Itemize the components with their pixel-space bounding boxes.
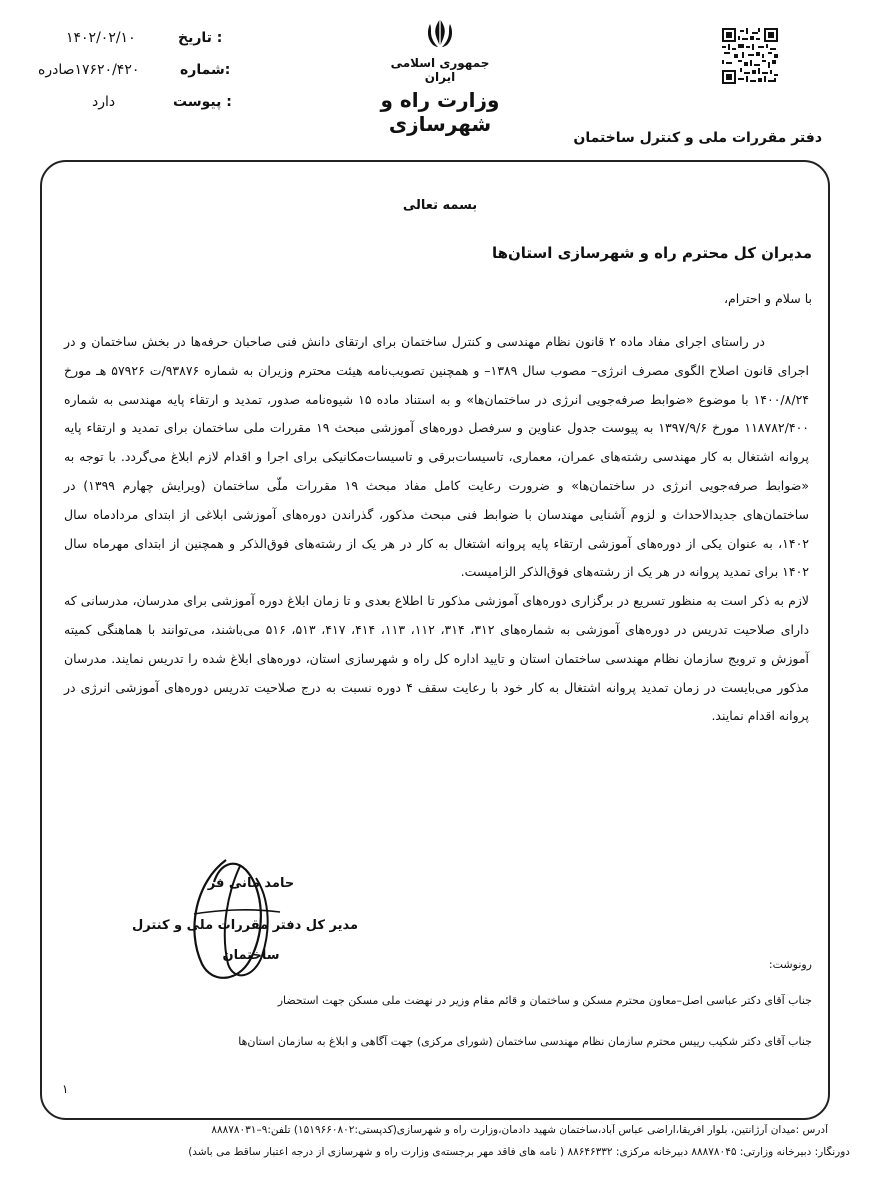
- attachment-label: پیوست :: [173, 94, 232, 110]
- iran-emblem-icon: [422, 16, 458, 52]
- basmala: بسمه تعالی: [402, 198, 478, 213]
- office-title: دفتر مقررات ملی و کنترل ساختمان: [573, 130, 822, 146]
- attachment-value: دارد: [92, 94, 116, 110]
- letter-body: [64, 328, 809, 731]
- number-label: شماره:: [180, 62, 231, 78]
- footer-address: آدرس :میدان آرژانتین، بلوار افریقا،اراضی عباس آباد،ساختمان شهید دادمان،وزارت راه و شهرسازی(کدپستی:۱۵۱۹۶۶۰۸۰۲) تلفن:۹–۸۸۸۷۸۰۳۱: [211, 1124, 828, 1136]
- date-value: ۱۴۰۲/۰۲/۱۰: [66, 30, 136, 46]
- signer-title-line-1: مدیر کل دفتر مقررات ملی و کنترل: [131, 918, 359, 933]
- signer-title-line-2: ساختمان: [222, 948, 280, 963]
- republic-title: جمهوری اسلامی ایران: [390, 56, 490, 84]
- cc-recipient-2: جناب آقای دکتر شکیب رییس محترم سازمان نظام مهندسی ساختمان (شورای مرکزی) جهت آگاهی و ابلاغ به سازمان استان‌ها: [238, 1035, 812, 1048]
- paragraph-1: در راستای اجرای مفاد ماده ۲ قانون نظام مهندسی و کنترل ساختمان برای ارتقای دانش فنی صاحبان حرفه‌ها در بخش ساختمان و در اجرای قانون اصلاح الگوی مصرف انرژی– مصوب سال ۱۳۸۹– و همچنین تصویب‌نامه هیئت محترم وزیران به شماره ۹۳۸۷۶/ت ۵۷۹۲۶ هـ مورخ ۱۴۰۰/۸/۲۴ با موضوع «ضوابط صرفه‌جویی انرژی در ساختمان‌ها» و به استناد ماده ۱۵ شیوه‌نامه صدور، تمدید و ارتقاء پایه مهندسی به شماره ۱۱۸۷۸۲/۴۰۰ مورخ ۱۳۹۷/۹/۶ به پیوست جدول عناوین و سرفصل دوره‌های آموزشی مبحث ۱۹ مقررات ملی ساختمان برای تمدید و ارتقاء پایه پروانه اشتغال به کار مهندسی رشته‌های عمران، معماری، تاسیسات‌برقی و تاسیسات‌مکانیکی برای اجرا و اقدام لازم ابلاغ می‌گردد. با توجه به «ضوابط صرفه‌جویی انرژی در ساختمان‌ها» و ضرورت رعایت کامل مفاد مبحث ۱۹ مقررات ملّی ساختمان (ویرایش چهارم ۱۳۹۹) در ساختمان‌های جدیدالاحداث و لزوم آشنایی مهندسان با ضوابط فنی مبحث مذکور، گذراندن دوره‌های آموزشی ابلاغی از ابتدای مردادماه سال ۱۴۰۲، به عنوان یکی از دوره‌های آموزشی ارتقاء پایه پروانه اشتغال به کار در هر یک از رشته‌های فوق‌الذکر و همچنین از ابتدای مهرماه سال ۱۴۰۲ برای تمدید پروانه در هر یک از رشته‌های فوق‌الذکر الزامیست.: [64, 334, 810, 580]
- addressee: مدیران کل محترم راه و شهرسازی استان‌ها: [491, 244, 812, 262]
- signer-name: حامد مانی فر: [207, 876, 295, 891]
- page-number: ۱: [62, 1082, 69, 1096]
- footer-fax: دورنگار: دبیرخانه وزارتی: ۸۸۸۷۸۰۴۵ دبیرخانه مرکزی: ۸۸۶۴۶۳۳۲ ( نامه های فاقد مهر برجسته‌ی وزارت راه و شهرسازی از درجه اعتبار ساقط می باشد): [188, 1146, 850, 1158]
- cc-label: رونوشت:: [768, 958, 812, 971]
- ministry-title: وزارت راه و شهرسازی: [380, 88, 500, 136]
- cc-recipient-1: جناب آقای دکتر عباسی اصل–معاون محترم مسکن و ساختمان و قائم مقام وزیر در نهضت ملی مسکن جهت استحضار: [277, 994, 812, 1007]
- number-value: ۱۷۶۲۰/۴۲۰صادره: [38, 62, 140, 78]
- paragraph-2: لازم به ذکر است به منظور تسریع در برگزاری دوره‌های آموزشی مذکور تا اطلاع بعدی و تا زمان ابلاغ دوره آموزشی برای مدرسان، مدرسانی که دارای صلاحیت تدریس در دوره‌های آموزشی به شماره‌های ۳۱۲، ۳۱۴، ۱۱۲، ۱۱۳، ۴۱۴، ۴۱۷، ۵۱۳، ۵۱۶ می‌باشند، می‌توانند با هماهنگی کمیته آموزش و ترویج سازمان نظام مهندسی ساختمان استان و تایید اداره کل راه و شهرسازی استان، دوره‌های ابلاغ شده را تدریس نمایند. مدرسان مذکور می‌بایست در زمان تمدید پروانه اشتغال به کار خود با رعایت سقف ۴ دوره نسبت به درج صلاحیت تدریس دوره‌های آموزشی انرژی در پروانه اقدام نمایند.: [64, 593, 810, 724]
- qr-code: [722, 28, 778, 84]
- date-label: تاریخ :: [178, 30, 223, 46]
- greeting: با سلام و احترام،: [723, 291, 812, 306]
